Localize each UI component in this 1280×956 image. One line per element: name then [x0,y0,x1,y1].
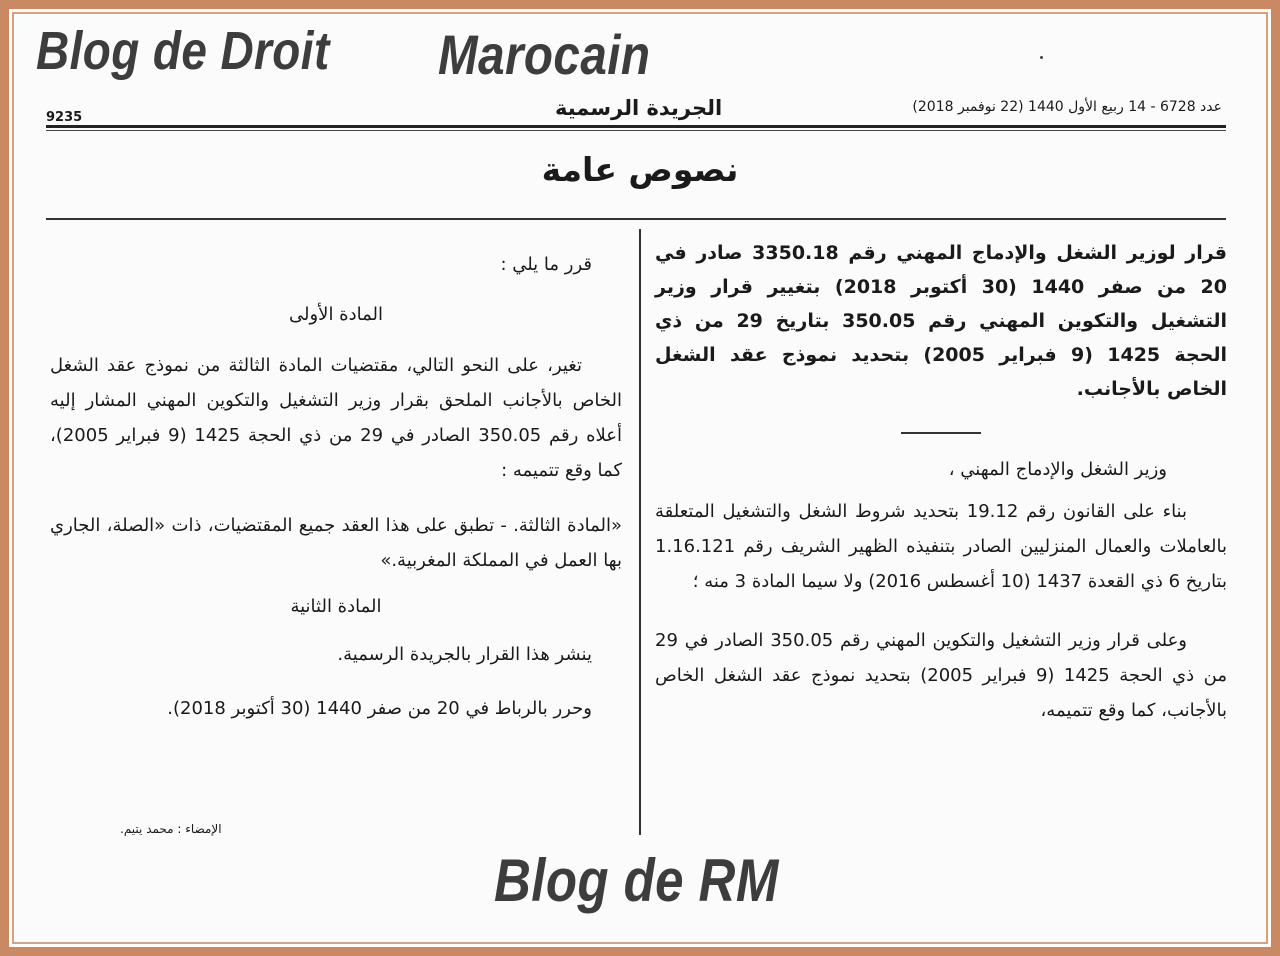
publication-line: ينشر هذا القرار بالجريدة الرسمية. [337,644,592,665]
done-at-line: وحرر بالرباط في 20 من صفر 1440 (30 أكتوبر 2018). [167,698,592,719]
watermark-marocain: Marocain [438,23,651,86]
column-divider [639,229,641,835]
article-3-quote: «المادة الثالثة. - تطبق على هذا العقد جميع المقتضيات، ذات «الصلة، الجاري بها العمل في المملكة المغربية.» [50,515,622,571]
section-rule [46,218,1226,220]
watermark-blog-de-droit: Blog de Droit [36,21,330,81]
header-rule [46,125,1226,128]
preamble-decree: وعلى قرار وزير التشغيل والتكوين المهني رقم 350.05 الصادر في 29 من ذي الحجة 1425 (9 فبراير 2005) بتحديد نموذج عقد الشغل الخاص بالأجانب، كما وقع تتميمه، [655,630,1227,721]
decides-line: قرر ما يلي : [500,254,592,275]
left-column [50,250,622,724]
section-title: نصوص عامة [541,150,739,189]
watermark-blog-de-rm: Blog de RM [494,847,779,914]
article-1-text: تغير، على النحو التالي، مقتضيات المادة الثالثة من نموذج عقد الشغل الخاص بالأجانب الملحق بقرار وزير التشغيل والتكوين المهني المشار إليه أعلاه رقم 350.05 الصادر في 29 من ذي الحجة 1425 (9 فبراير 2005)، كما وقع تتميمه : [50,355,623,481]
issue-info: عدد 6728 - 14 ربيع الأول 1440 (22 نوفمبر 2018) [912,99,1222,115]
speck [1040,56,1043,59]
decree-title: قرار لوزير الشغل والإدماج المهني رقم 3350.18 صادر في 20 من صفر 1440 (30 أكتوبر 2018) بتغيير قرار وزير التشغيل والتكوين المهني رقم 350.05 بتاريخ 29 من ذي الحجة 1425 (9 فبراير 2005) بتحديد نموذج عقد الشغل الخاص بالأجانب. [655,242,1227,400]
minister-line: وزير الشغل والإدماج المهني ، [948,459,1167,480]
gazette-title: الجريدة الرسمية [555,96,723,120]
page-number: 9235 [46,110,83,125]
signature: الإمضاء : محمد يتيم. [120,822,222,836]
right-column [655,236,1227,728]
article-1-heading: المادة الأولى [289,304,383,325]
short-divider [901,432,981,434]
header-rule-thin [46,130,1226,131]
article-2-heading: المادة الثانية [290,596,382,617]
preamble-law: بناء على القانون رقم 19.12 بتحديد شروط الشغل والتشغيل المتعلقة بالعاملات والعمال المنزليين الصادر بتنفيذه الظهير الشريف رقم 1.16.121 بتاريخ 6 ذي القعدة 1437 (10 أغسطس 2016) ولا سيما المادة 3 منه ؛ [655,501,1227,592]
